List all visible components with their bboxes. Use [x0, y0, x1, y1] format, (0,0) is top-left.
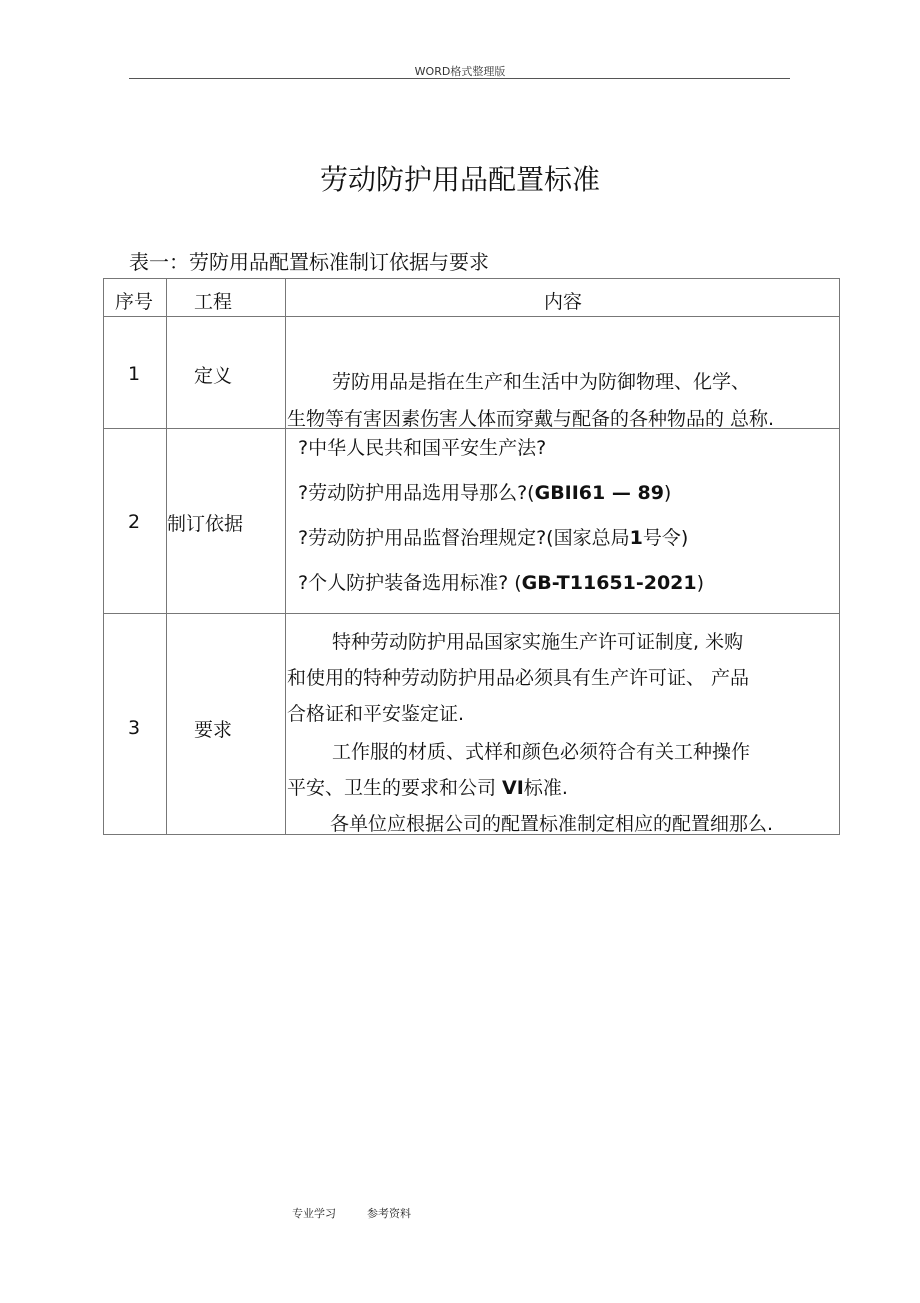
content-line: 特种劳动防护用品国家实施生产许可证制度, 米购 — [332, 631, 744, 653]
content-line: ?劳动防护用品选用导那么?(GBII61 — 89) — [298, 482, 672, 504]
standards-table — [103, 278, 840, 835]
row-item: 制订依据 — [167, 513, 244, 535]
header-item: 工程 — [194, 291, 233, 313]
content-line: ?中华人民共和国平安生产法? — [298, 437, 547, 459]
column-divider — [285, 279, 286, 834]
header-no: 序号 — [115, 291, 154, 313]
row-number: 2 — [128, 511, 141, 533]
row-divider — [104, 316, 839, 317]
content-line: 合格证和平安鉴定证. — [287, 703, 465, 725]
content-line: ?劳动防护用品监督治理规定?(国家总局1号令) — [298, 527, 689, 549]
document-title: 劳动防护用品配置标准 — [319, 163, 600, 196]
footer-right: 参考资料 — [367, 1207, 411, 1220]
row-number: 1 — [128, 363, 141, 385]
content-line: 平安、卫生的要求和公司 VI标准. — [287, 777, 568, 799]
row-item: 定义 — [194, 365, 233, 387]
page-header: WORD格式整理版 — [414, 65, 506, 78]
table-caption: 表一：劳防用品配置标准制订依据与要求 — [129, 250, 489, 274]
column-divider — [166, 279, 167, 834]
header-content: 内容 — [544, 291, 583, 313]
content-line: 劳防用品是指在生产和生活中为防御物理、化学、 — [332, 371, 751, 393]
content-line: 工作服的材质、式样和颜色必须符合有关工种操作 — [332, 741, 751, 763]
footer-left: 专业学习 — [292, 1207, 336, 1220]
row-number: 3 — [128, 717, 141, 739]
content-line: 生物等有害因素伤害人体而穿戴与配备的各种物品的 总称. — [287, 408, 775, 430]
row-item: 要求 — [194, 719, 233, 741]
header-rule — [129, 78, 790, 79]
content-line: ?个人防护装备选用标准? (GB-T11651-2021) — [298, 572, 705, 594]
content-line: 和使用的特种劳动防护用品必须具有生产许可证、 产品 — [287, 667, 750, 689]
row-divider — [104, 613, 839, 614]
content-line: 各单位应根据公司的配置标准制定相应的配置细那么. — [330, 813, 774, 835]
